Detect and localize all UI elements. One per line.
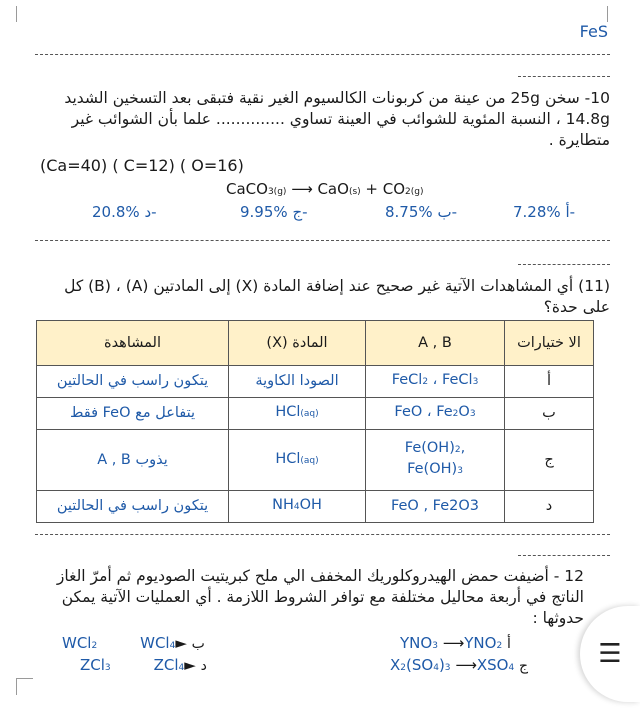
hamburger-menu-icon[interactable]: ☰ <box>580 606 640 702</box>
observation-cell: يتكون راسب في الحالتين <box>37 366 229 398</box>
q12-option-b[interactable]: WCl2 WCl4► ب <box>62 634 205 652</box>
header-ab: A , B <box>366 321 505 366</box>
header-x: المادة (X) <box>229 321 366 366</box>
observation-cell: يتكون راسب في الحالتين <box>37 490 229 522</box>
header-choices: الا ختيارات <box>505 321 594 366</box>
choice-letter: ج <box>505 430 594 490</box>
divider <box>35 54 610 55</box>
ab-cell: FeCl2 ، FeCl3 <box>366 366 505 398</box>
divider <box>35 240 610 241</box>
crop-mark <box>607 6 622 22</box>
question-12-text: 12 - أضيفت حمض الهيدروكلوريك المخفف الي ملح كبريتيت الصوديوم ثم أمرّ الغاز الناتج في أربعة محاليل مختلفة مع توافر الشروط اللازمة . أي العمليات الآتية يمكن حدوثها : <box>56 567 584 627</box>
q10-option-b[interactable]: 8.75% ب- <box>385 203 457 221</box>
table-row[interactable] <box>37 366 594 398</box>
x-cell: HCl(aq) <box>229 430 366 490</box>
observation-cell: يذوب A , B <box>37 430 229 490</box>
divider-short <box>518 264 610 265</box>
options-table <box>36 320 594 523</box>
observation-cell: يتفاعل مع FeO فقط <box>37 398 229 430</box>
atomic-masses: (Ca=40) ( C=12) ( O=16) <box>40 156 244 175</box>
choice-letter: ب <box>505 398 594 430</box>
ab-cell: FeO ، Fe2O3 <box>366 398 505 430</box>
previous-answer: FeS <box>579 22 608 41</box>
crop-mark <box>16 6 31 22</box>
table-row[interactable] <box>37 398 594 430</box>
crop-mark <box>16 678 33 695</box>
q12-option-d[interactable]: ZCl3 ZCl4► د <box>80 656 207 674</box>
header-observation: المشاهدة <box>37 321 229 366</box>
ab-cell: ,Fe(OH)2 Fe(OH)3 <box>366 430 505 490</box>
divider-short <box>518 555 610 556</box>
q10-option-c[interactable]: 9.95% ج- <box>240 203 308 221</box>
x-cell: الصودا الكاوية <box>229 366 366 398</box>
x-cell: HCl(aq) <box>229 398 366 430</box>
q10-option-d[interactable]: 20.8% د- <box>92 203 157 221</box>
choice-letter: أ <box>505 366 594 398</box>
q10-option-a[interactable]: 7.28% أ- <box>513 203 576 221</box>
q12-option-a[interactable]: YNO3 ⟶YNO2 أ <box>400 634 511 652</box>
divider <box>35 534 610 535</box>
ab-cell: FeO , Fe2O3 <box>366 490 505 522</box>
reaction-equation: CaCO3(g) ⟶ CaO(s) + CO2(g) <box>226 180 424 198</box>
x-cell: NH4OH <box>229 490 366 522</box>
question-10-text: 10- سخن 25g من عينة من كربونات الكالسيوم الغير نقية فتبقى بعد التسخين الشديد 14.8g ، النسبة المئوية للشوائب في العينة تساوي .............. علما بأن الشوائب غير متطايرة . <box>64 89 610 149</box>
table-row[interactable] <box>37 490 594 522</box>
q12-option-c[interactable]: X2(SO4)3 ⟶XSO4 ج <box>390 656 528 674</box>
choice-letter: د <box>505 490 594 522</box>
table-row[interactable] <box>37 430 594 490</box>
question-11-text: (11) أي المشاهدات الآتية غير صحيح عند إضافة المادة (X) إلى المادتين (A) ، (B) كل على حدة؟ <box>64 277 610 316</box>
divider-short <box>518 76 610 77</box>
